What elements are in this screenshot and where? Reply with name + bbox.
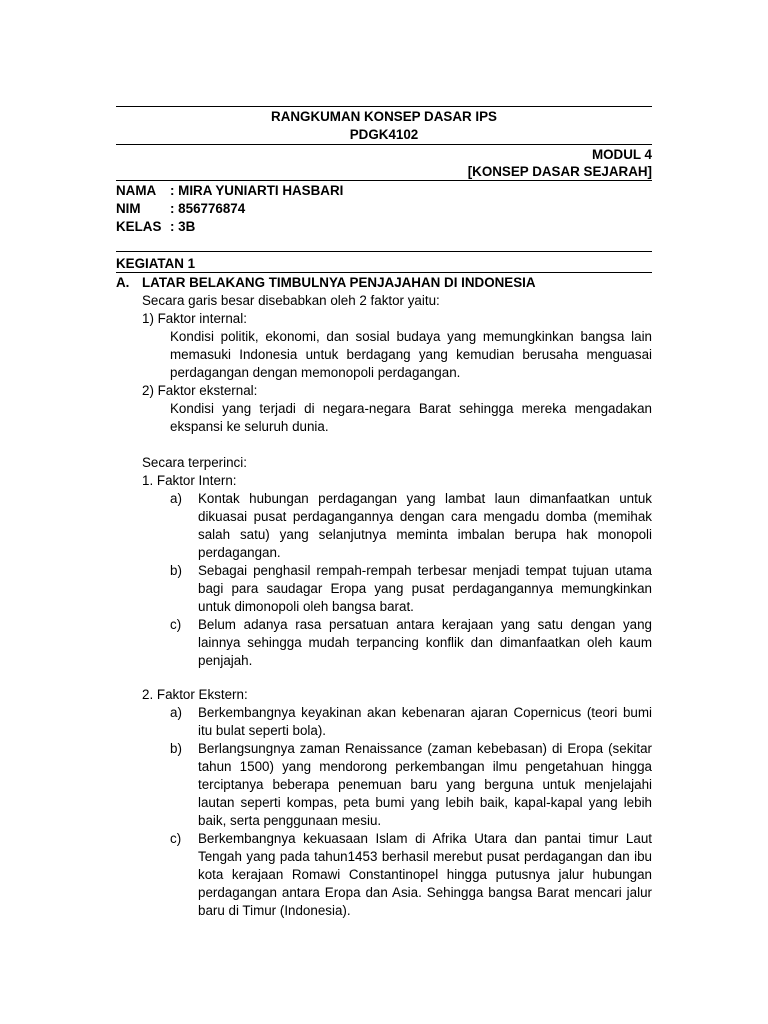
module-label: MODUL 4	[591, 147, 652, 162]
name-label: NAMA	[116, 183, 157, 198]
internal-factor-text: Kondisi politik, ekonomi, dan sosial budaya yang memungkinkan bangsa lain memasuki Indonesia untuk berdagang yang kemudian berusaha menguasai perdagangan dengan memonopoli perdagangan.	[170, 329, 652, 380]
list-item-text: Kontak hubungan perdagangan yang lambat laun dimanfaatkan untuk dikuasai pusat perdagangannya dengan cara mengadu domba (memihak salah satu) yang selanjutnya meminta imbalan berupa hak monopoli perdagangan.	[198, 491, 652, 560]
top-rule	[116, 106, 652, 107]
activity-heading: KEGIATAN 1	[116, 256, 196, 271]
nim-label: NIM	[116, 201, 141, 216]
extern-factor-label: 2. Faktor Ekstern:	[142, 687, 248, 702]
list-item-text: Berlangsungnya zaman Renaissance (zaman kebebasan) di Eropa (sekitar tahun 1500) yang mendorong perkembangan ilmu pengetahuan hingga terciptanya beberapa penemuan baru yang berguna untuk menjelajahi lautan seperti kompas, peta bumi yang lebih baik, kapal-kapal yang lebih baik, serta penggunaan mesiu.	[198, 741, 652, 828]
list-marker: b)	[170, 741, 182, 756]
document-title: RANGKUMAN KONSEP DASAR IPS	[271, 109, 497, 124]
detail-intro: Secara terperinci:	[142, 455, 247, 470]
list-marker: a)	[170, 491, 182, 506]
title-rule	[116, 144, 652, 145]
course-code: PDGK4102	[349, 127, 419, 142]
list-item-text: Berkembangnya kekuasaan Islam di Afrika Utara dan pantai timur Laut Tengah yang pada tahun1453 berhasil merebut pusat perdagangan dan ibu kota kerajaan Romawi Constantinopel hingga putusnya jalur hubungan perdagangan antara Eropa dan Asia. Sehingga bangsa Barat mencari jalur baru di Timur (Indonesia).	[198, 831, 652, 918]
student-rule	[116, 251, 652, 252]
list-item-text: Sebagai penghasil rempah-rempah terbesar menjadi tempat tujuan utama bagi para saudagar Eropa yang pusat perdagangannya memungkinkan untuk dimonopoli oleh bangsa barat.	[198, 563, 652, 614]
section-intro: Secara garis besar disebabkan oleh 2 faktor yaitu:	[142, 293, 440, 308]
list-marker: b)	[170, 563, 182, 578]
intern-factor-label: 1. Faktor Intern:	[142, 473, 237, 488]
list-marker: c)	[170, 617, 182, 632]
activity-rule	[116, 272, 652, 273]
list-marker: a)	[170, 705, 182, 720]
internal-factor-label: 1) Faktor internal:	[142, 311, 247, 326]
list-item-text: Berkembangnya keyakinan akan kebenaran ajaran Copernicus (teori bumi itu bulat seperti bola).	[198, 705, 652, 738]
name-value: : MIRA YUNIARTI HASBARI	[170, 183, 344, 198]
external-factor-label: 2) Faktor eksternal:	[142, 383, 258, 398]
nim-value: : 856776874	[170, 201, 246, 216]
section-marker: A.	[116, 275, 130, 290]
module-rule	[116, 180, 652, 181]
module-subtitle: [KONSEP DASAR SEJARAH]	[467, 164, 652, 179]
class-label: KELAS	[116, 219, 162, 234]
class-value: : 3B	[170, 219, 196, 234]
section-title: LATAR BELAKANG TIMBULNYA PENJAJAHAN DI INDONESIA	[142, 275, 536, 290]
list-item-text: Belum adanya rasa persatuan antara kerajaan yang satu dengan yang lainnya sehingga mudah terpancing konflik dan dimanfaatkan oleh kaum penjajah.	[198, 617, 652, 668]
list-marker: c)	[170, 831, 182, 846]
external-factor-text: Kondisi yang terjadi di negara-negara Barat sehingga mereka mengadakan ekspansi ke seluruh dunia.	[170, 401, 652, 434]
